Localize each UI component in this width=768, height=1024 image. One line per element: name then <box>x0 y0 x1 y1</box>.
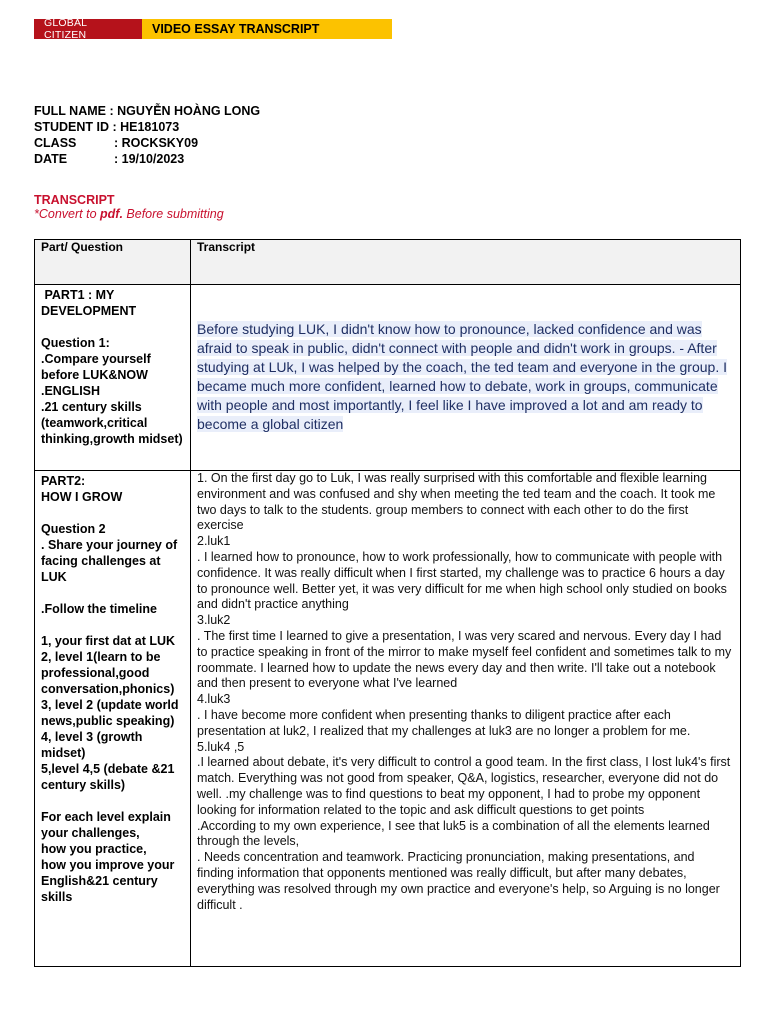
timeline-item: 1, your first dat at LUK <box>41 634 176 648</box>
note-prefix: *Convert to <box>34 207 101 221</box>
col-header-transcript: Transcript <box>191 240 741 285</box>
part1-transcript-text: Before studying LUK, I didn't know how to pronounce, lacked confidence and was afraid to speak in public, didn't connect with people and didn't work in groups. - After studying at LUk, I was helped by the coach, the ted team and everyone in the group. I became much more confident, learned how to debate, work in groups, communicate with people and most importantly, I feel like I have improved a lot and am ready to become a global citizen <box>197 321 727 432</box>
transcript-paragraph: 1. On the first day go to Luk, I was really surprised with this comfortable and flexible learning environment and was confused and shy when meeting the ted team and the coach. It took me two days to talk to the students. group members to connect with each other to do the first exercise <box>197 471 716 533</box>
part2-title: PART2: <box>41 474 86 488</box>
col-header-part: Part/ Question <box>35 240 191 285</box>
part1-question-cell <box>35 285 191 471</box>
table-header-row <box>35 240 741 285</box>
question2-label: Question 2 <box>41 522 106 536</box>
table-row <box>35 285 741 471</box>
table-row <box>35 471 741 967</box>
student-info <box>34 103 260 167</box>
full-name-value: NGUYỄN HOÀNG LONG <box>117 104 261 118</box>
timeline-item: 3, level 2 (update world news,public speaking) <box>41 698 179 728</box>
part2-question-cell <box>35 471 191 967</box>
student-id-value: HE181073 <box>120 120 180 134</box>
question2-line: .Follow the timeline <box>41 602 157 616</box>
note-pdf: pdf. <box>100 207 123 221</box>
transcript-paragraph: . Needs concentration and teamwork. Practicing pronunciation, making presentations, and finding information that opponents mentioned was really difficult, but after many debates, everything was resolved through my own practice and everyone's help, so Arguing is no longer difficult . <box>197 850 720 912</box>
date-value: : 19/10/2023 <box>114 152 185 166</box>
instruction-line: how you practice, <box>41 842 147 856</box>
class-row <box>34 135 260 151</box>
transcript-table <box>34 239 741 967</box>
transcript-paragraph: . The first time I learned to give a presentation, I was very scared and nervous. Every day I had to practice speaking in front of the mirror to make myself feel confident and sometimes talk to my roommate. I learned how to update the news every day and then write. I'll take out a notebook and then present to everyone what I've learned <box>197 628 732 691</box>
document-header <box>34 19 392 39</box>
transcript-paragraph: . I learned how to pronounce, how to work professionally, how to communicate with people with confidence. It was really difficult when I first started, my challenge was to practice 6 hours a day to pronounce well. Better yet, it was very difficult for me when high school only studied on books and didn't practice anything <box>197 549 727 612</box>
transcript-heading: TRANSCRIPT <box>34 193 115 207</box>
convert-note <box>34 207 224 221</box>
transcript-paragraph: 4.luk3 <box>197 692 231 707</box>
document-title: VIDEO ESSAY TRANSCRIPT <box>142 19 392 39</box>
full-name-label: FULL NAME : <box>34 104 118 118</box>
student-id-row <box>34 119 260 135</box>
transcript-paragraph: 2.luk1 <box>197 534 231 549</box>
class-value: : ROCKSKY09 <box>114 136 199 150</box>
transcript-paragraph: .I learned about debate, it's very difficult to control a good team. In the first class, I lost luk4's first match. Everything was not good from speaker, Q&A, logistics, researcher, everyone did not do well. .my challenge was to find questions to beat my opponent, I had to probe my opponent looking for information related to the topic and ask difficult questions to get points <box>197 755 731 817</box>
question1-line: .Compare yourself before LUK&NOW <box>41 352 151 382</box>
transcript-paragraph: . I have become more confident when presenting thanks to diligent practice after each presentation at luk2, I realized that my challenges at luk3 are no longer a problem for me. <box>197 707 691 738</box>
instruction-line: how you improve your English&21 century skills <box>41 858 175 904</box>
date-label: DATE <box>34 152 68 166</box>
note-suffix: Before submitting <box>122 207 224 221</box>
date-row <box>34 151 260 167</box>
part1-transcript-cell <box>191 285 741 471</box>
timeline-item: 2, level 1(learn to be professional,good conversation,phonics) <box>41 650 175 696</box>
instruction-line: For each level explain your challenges, <box>41 810 171 840</box>
question1-label: Question 1: <box>41 336 110 350</box>
student-id-label: STUDENT ID : <box>34 120 121 134</box>
timeline-item: 4, level 3 (growth midset) <box>41 730 143 760</box>
full-name-row <box>34 103 260 119</box>
transcript-paragraph: .According to my own experience, I see that luk5 is a combination of all the elements learned through the levels, <box>197 818 710 849</box>
question2-line: . Share your journey of facing challenges at LUK <box>41 538 178 584</box>
transcript-paragraph: 5.luk4 ,5 <box>197 739 245 754</box>
part2-subtitle: HOW I GROW <box>41 490 123 504</box>
part2-transcript-cell <box>191 471 741 967</box>
question1-line: .ENGLISH <box>41 384 101 398</box>
transcript-paragraph: 3.luk2 <box>197 613 231 628</box>
question1-line: .21 century skills (teamwork,critical thinking,growth midset) <box>41 400 183 446</box>
part2-transcript-text <box>197 471 732 913</box>
global-citizen-tag: GLOBAL CITIZEN <box>34 19 142 39</box>
part1-title: PART1 : MY DEVELOPMENT <box>41 288 137 318</box>
class-label: CLASS <box>34 136 77 150</box>
timeline-item: 5,level 4,5 (debate &21 century skills) <box>41 762 175 792</box>
